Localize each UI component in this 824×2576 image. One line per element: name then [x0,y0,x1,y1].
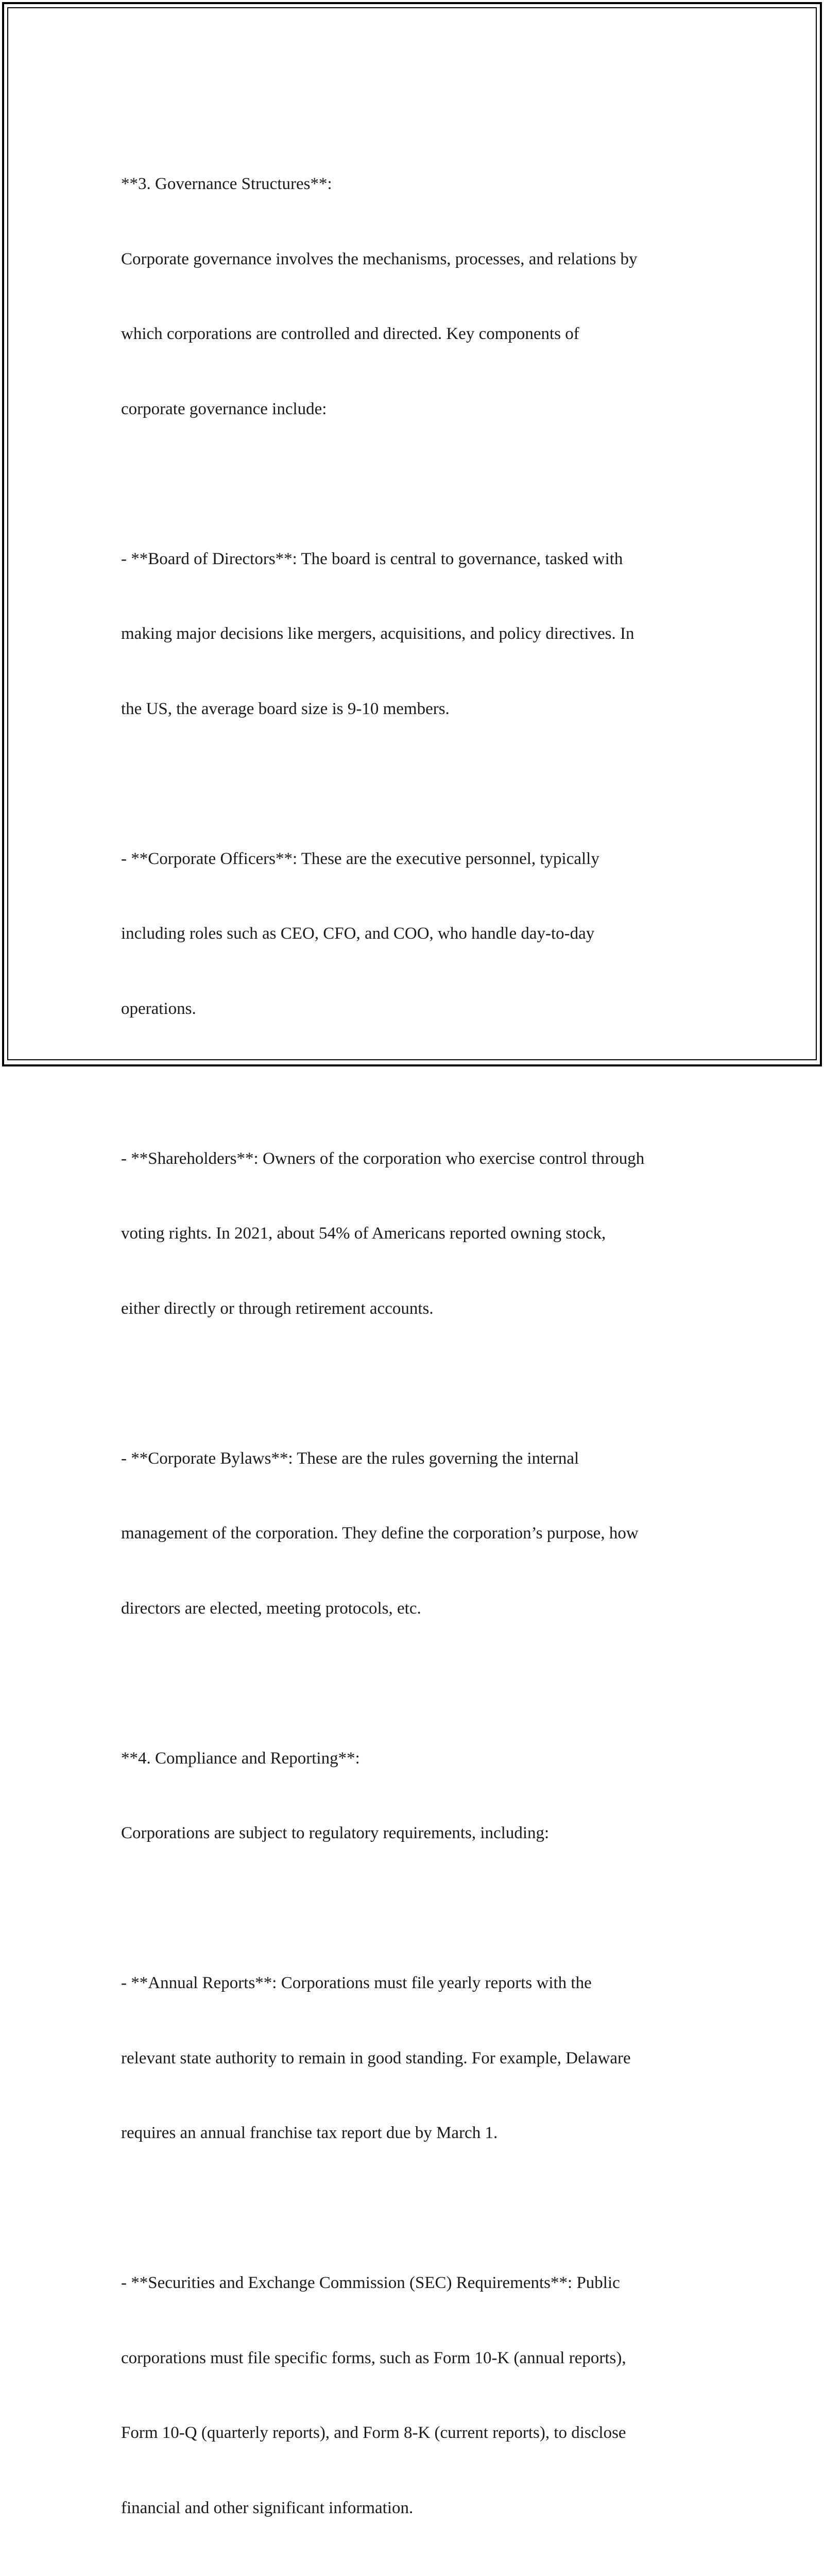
list-item-corporate-bylaws [121,1396,708,1671]
list-item-line: - **Corporate Officers**: These are the executive personnel, typically [121,849,599,868]
list-item-line: either directly or through retirement accounts. [121,1299,434,1318]
section-3-intro-line: Corporate governance involves the mechanisms, processes, and relations by [121,249,638,268]
list-item-line: - **Securities and Exchange Commission (SEC) Requirements**: Public [121,2274,620,2292]
list-item-line: - **Corporate Bylaws**: These are the rules governing the internal [121,1449,579,1468]
list-item-shareholders [121,1096,708,1371]
list-item-annual-reports [121,1921,708,2196]
list-item-line: management of the corporation. They define the corporation’s purpose, how [121,1524,639,1543]
list-item-line: making major decisions like mergers, acquisitions, and policy directives. In [121,624,634,643]
list-item-line: voting rights. In 2021, about 54% of Americans reported owning stock, [121,1224,606,1243]
list-item-line: the US, the average board size is 9-10 members. [121,699,450,718]
section-4-heading: **4. Compliance and Reporting**: [121,1749,360,1768]
section-3-intro-line: corporate governance include: [121,399,327,418]
list-item-line: corporations must file specific forms, such as Form 10-K (annual reports), [121,2348,626,2367]
section-3-heading: **3. Governance Structures**: [121,175,332,193]
list-item-line: operations. [121,999,196,1018]
section-3-header-block [121,122,708,471]
list-item-line: including roles such as CEO, CFO, and COO, who handle day-to-day [121,924,595,943]
list-item-line: financial and other significant information. [121,2498,414,2517]
list-item-line: requires an annual franchise tax report due by March 1. [121,2124,498,2142]
list-item-line: - **Board of Directors**: The board is central to governance, tasked with [121,549,623,568]
section-4-intro-line: Corporations are subject to regulatory requirements, including: [121,1824,550,1842]
list-item-line: directors are elected, meeting protocols, etc. [121,1599,421,1618]
section-4-header-block [121,1696,708,1896]
list-item-board-of-directors [121,497,708,772]
list-item-line: relevant state authority to remain in good standing. For example, Delaware [121,2048,631,2067]
document-body [121,122,708,2576]
list-item-line: Form 10-Q (quarterly reports), and Form 8-K (current reports), to disclose [121,2424,626,2442]
list-item-line: - **Annual Reports**: Corporations must file yearly reports with the [121,1974,592,1992]
list-item-corporate-officers [121,796,708,1072]
list-item-sec-requirements [121,2221,708,2570]
section-3-intro-line: which corporations are controlled and directed. Key components of [121,325,579,343]
list-item-line: - **Shareholders**: Owners of the corporation who exercise control through [121,1149,645,1168]
